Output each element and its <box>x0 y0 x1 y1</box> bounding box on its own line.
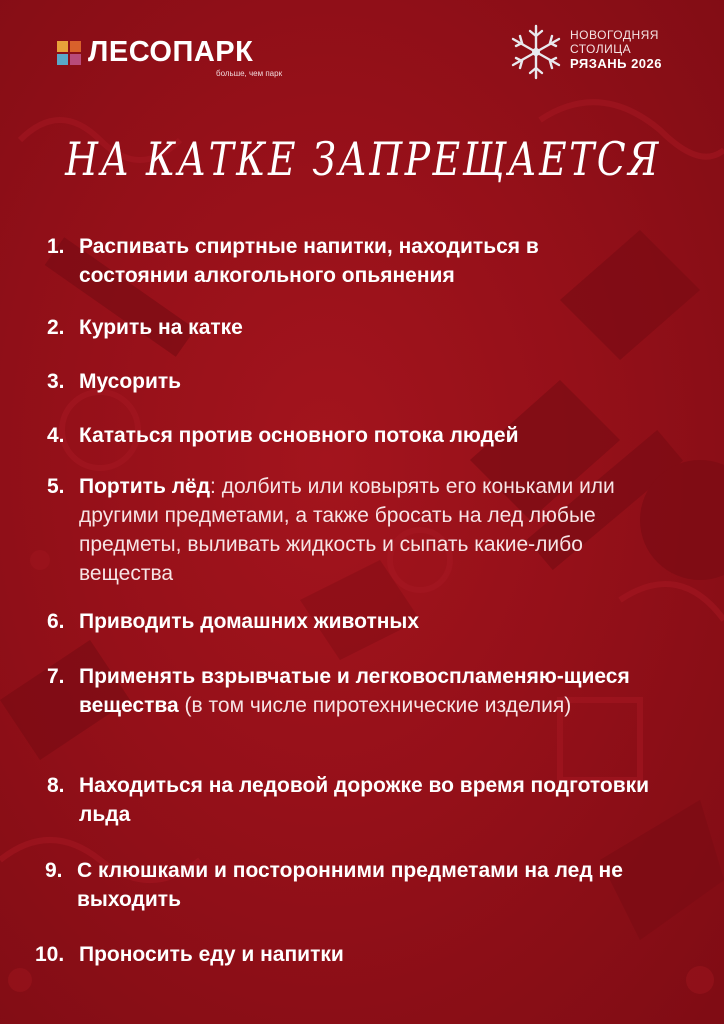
rule-number: 10. <box>35 943 65 966</box>
rule-number: 8. <box>47 774 65 797</box>
snowflake-icon <box>508 22 564 82</box>
rule-number: 3. <box>47 370 65 393</box>
rule-text: Распивать спиртные напитки, находиться в состоянии алкогольного опьянения <box>79 235 539 287</box>
rule-text: Применять взрывчатые и легковоспламеняю-щиеся вещества <box>79 665 630 717</box>
rule-number: 7. <box>47 665 65 688</box>
brand-tagline: больше, чем парк <box>216 69 283 78</box>
brand-mark-icon <box>56 40 82 66</box>
rule-number: 5. <box>47 475 65 498</box>
rule-text: Находиться на ледовой дорожке во время подготовки льда <box>79 774 650 826</box>
rule-number: 2. <box>47 316 65 339</box>
rule-number: 1. <box>47 235 65 258</box>
rule-text: Портить лёд <box>79 475 211 498</box>
rule-number: 6. <box>47 610 65 633</box>
rule-text: Курить на катке <box>79 316 243 339</box>
brand-name: ЛЕСОПАРК <box>88 36 254 68</box>
page-title: НА КАТКЕ ЗАПРЕЩАЕТСЯ <box>65 132 661 186</box>
rule-number: 9. <box>45 859 63 882</box>
rule-text: Проносить еду и напитки <box>79 943 344 966</box>
rule-text: Мусорить <box>79 370 182 393</box>
rule-number: 4. <box>47 424 65 447</box>
capital-city: РЯЗАНЬ 2026 <box>570 56 662 71</box>
rule-text: Кататься против основного потока людей <box>79 424 519 447</box>
capital-line-1: НОВОГОДНЯЯ <box>570 28 659 42</box>
rule-text: Приводить домашних животных <box>79 610 420 633</box>
rule-details: : долбить или ковырять его коньками или другими предметами, а также бросать на лед любые предметы, выливать жидкость и сыпать какие-либо вещества <box>79 475 615 585</box>
rule-text: С клюшками и посторонними предметами на лед не выходить <box>77 859 623 911</box>
capital-line-2: СТОЛИЦА <box>570 42 632 56</box>
rule-details: (в том числе пиротехнические изделия) <box>178 694 572 717</box>
